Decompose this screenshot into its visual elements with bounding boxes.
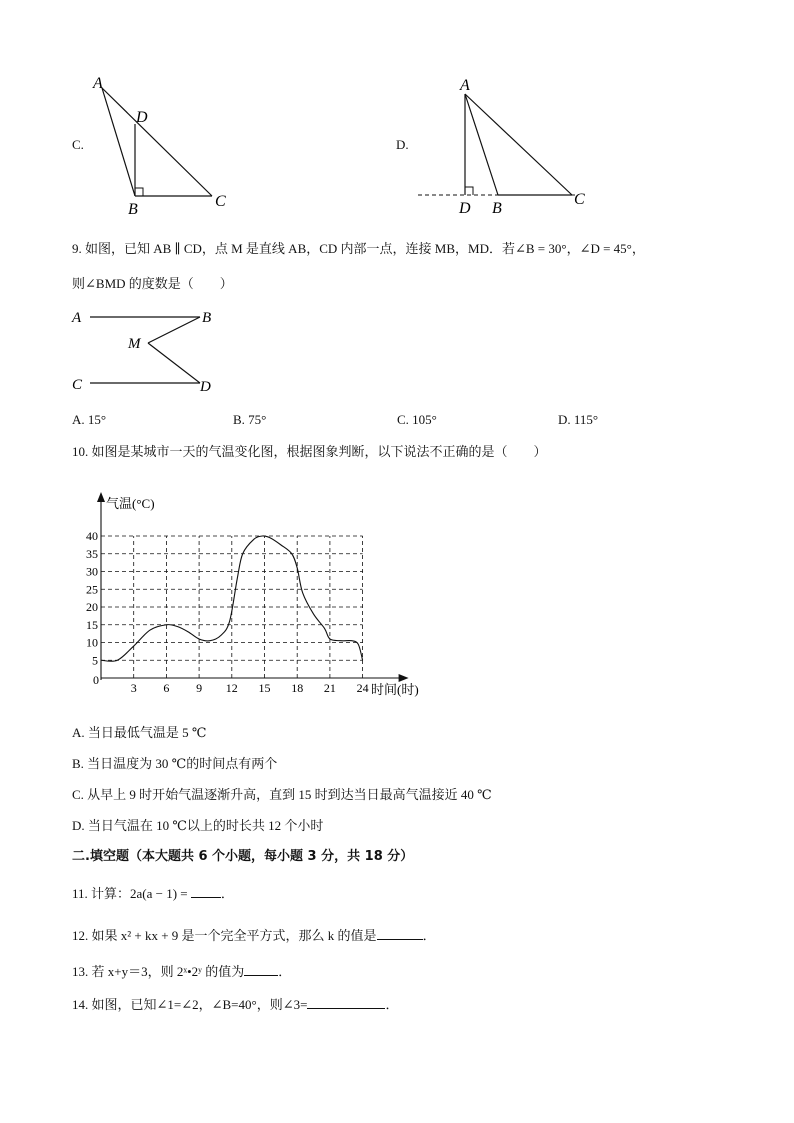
q14: [72, 996, 398, 1014]
right-angle-mark: [465, 187, 473, 195]
x-tick-label-12: 12: [225, 681, 238, 695]
q9-option-a: A. 15°: [72, 412, 107, 427]
y-tick-label-10: 10: [86, 635, 98, 650]
label-b: B: [128, 201, 138, 218]
q12-period: ．: [422, 928, 436, 943]
q12: [72, 927, 436, 945]
q10-option-b: B. 当日温度为 30 ℃的时间点有两个: [72, 756, 278, 771]
q9-stem-line1: 9. 如图，已知 AB ∥ CD，点 M 是直线 AB，CD 内部一点，连接 MB，MD．若∠B = 30°，∠D = 45°，: [72, 241, 645, 256]
q9-option-d: D. 115°: [558, 412, 599, 427]
q13-text: 13. 若 x+y＝3，则 2ˣ•2ʸ 的值为: [72, 964, 245, 979]
q10-option-c: C. 从早上 9 时开始气温逐渐升高，直到 15 时到达当日最高气温接近 40 ℃: [72, 787, 492, 802]
label-c: C: [72, 377, 83, 393]
x-tick-label-9: 9: [196, 681, 203, 695]
y-tick-label-30: 30: [86, 564, 98, 579]
q14-text: 14. 如图，已知∠1=∠2，∠B=40°，则∠3=: [72, 997, 308, 1012]
q12-text: 12. 如果 x² + kx + 9 是一个完全平方式，那么 k 的值是: [72, 928, 377, 943]
q10-option-a: A. 当日最低气温是 5 ℃: [72, 725, 207, 740]
label-a: A: [72, 310, 82, 326]
q8-figure-d: [410, 70, 610, 218]
chart-grid: [101, 536, 363, 678]
q8-figure-c: [85, 70, 245, 218]
label-m: M: [128, 336, 141, 352]
x-tick-label-15: 15: [258, 681, 271, 695]
q9-option-c: C. 105°: [397, 412, 437, 427]
q11-answer-blank[interactable]: [191, 885, 221, 898]
q11-text: 11. 计算：2a(a − 1) =: [72, 886, 188, 901]
label-a: A: [460, 77, 470, 94]
line-md: [148, 343, 200, 383]
x-axis-arrow: [399, 674, 409, 682]
q12-answer-blank[interactable]: [377, 927, 423, 940]
x-tick-label-3: 3: [130, 681, 137, 695]
y-axis-arrow: [97, 492, 105, 502]
x-axis-label: 时间(时): [371, 682, 419, 697]
label-a: A: [93, 75, 103, 92]
y-axis-label: 气温(°C): [106, 496, 155, 511]
label-d: D: [200, 379, 211, 395]
right-angle-mark: [135, 188, 143, 196]
x-tick-label-21: 21: [323, 681, 336, 695]
q9-figure: [68, 302, 228, 398]
q11: [72, 885, 234, 903]
section-2-heading: 二.填空题（本大题共 6 个小题，每小题 3 分，共 18 分）: [72, 849, 414, 864]
q8-option-d-label: D.: [396, 137, 409, 152]
x-tick-label-6: 6: [163, 681, 170, 695]
q11-period: ．: [220, 886, 234, 901]
temperature-chart: [80, 488, 430, 700]
label-d: D: [459, 200, 471, 217]
label-d: D: [136, 109, 148, 126]
x-tick-label-18: 18: [291, 681, 304, 695]
y-tick-label-5: 5: [92, 653, 98, 668]
y-tick-label-20: 20: [86, 600, 98, 614]
y-tick-label-35: 35: [86, 546, 98, 561]
q10-stem: 10. 如图是某城市一天的气温变化图，根据图象判断，以下说法不正确的是（ ）: [72, 444, 547, 459]
q14-answer-blank[interactable]: [307, 996, 385, 1009]
q9-stem-line2: 则∠BMD 的度数是（ ）: [72, 276, 233, 291]
q10-option-d: D. 当日气温在 10 ℃以上的时长共 12 个小时: [72, 818, 324, 833]
line-mb: [148, 317, 200, 343]
x-tick-label-24: 24: [356, 681, 369, 695]
q8-option-c-label: C.: [72, 137, 84, 152]
origin-label: 0: [93, 673, 99, 687]
q13-period: ．: [278, 964, 292, 979]
y-tick-label-40: 40: [86, 529, 98, 543]
label-b: B: [202, 310, 212, 326]
y-tick-label-15: 15: [86, 617, 98, 632]
q13: [72, 963, 291, 981]
q13-answer-blank[interactable]: [244, 963, 278, 976]
q14-period: ．: [385, 997, 399, 1012]
label-c: C: [574, 191, 585, 208]
chart-axes: [97, 492, 409, 682]
y-tick-label-25: 25: [86, 582, 98, 597]
q9-option-b: B. 75°: [233, 412, 267, 427]
label-c: C: [215, 193, 226, 210]
label-b: B: [492, 200, 502, 217]
